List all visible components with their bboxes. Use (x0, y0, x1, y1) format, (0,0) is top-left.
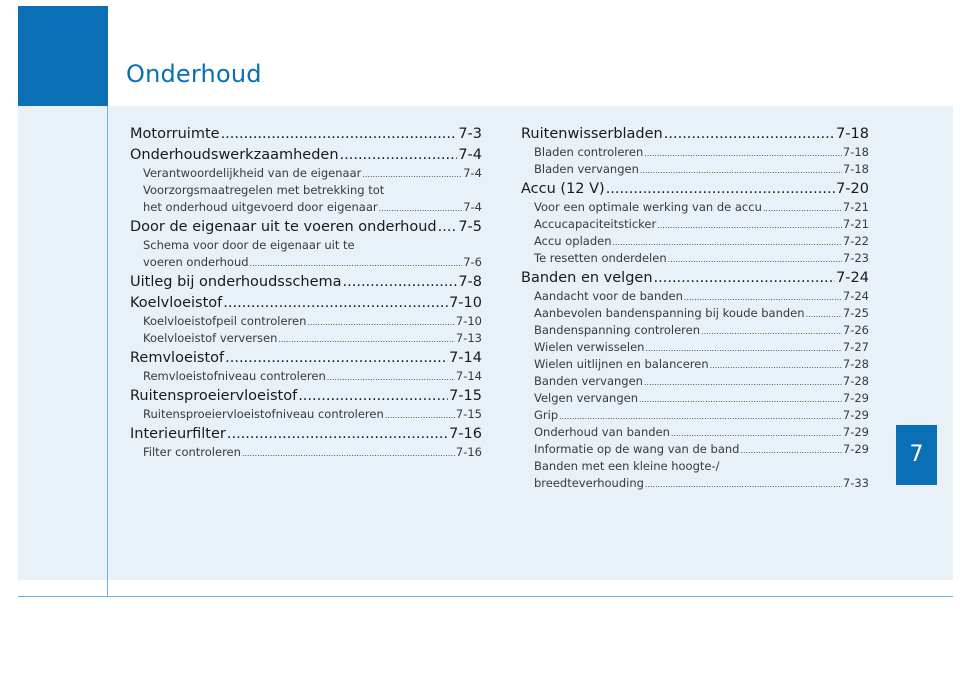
toc-subentry[interactable] (130, 406, 482, 423)
toc-subentry[interactable] (521, 356, 869, 373)
toc-entry-label: Ruitensproeiervloeistofniveau controleren (143, 407, 384, 421)
toc-entry-label: Accu (12 V) (521, 181, 605, 197)
dot-leader (438, 218, 458, 237)
dot-leader (644, 376, 842, 390)
toc-subentry[interactable] (521, 199, 869, 216)
toc-entry-label: Filter controleren (143, 445, 241, 459)
dot-leader (340, 146, 458, 165)
page-title: Onderhoud (126, 60, 262, 88)
toc-page-number: 7-26 (842, 323, 869, 337)
dot-leader (379, 202, 463, 216)
toc-subentry[interactable] (130, 165, 482, 182)
chapter-tab[interactable]: 7 (896, 425, 937, 485)
toc-entry[interactable] (130, 425, 482, 444)
toc-page-number: 7-4 (463, 200, 482, 214)
toc-page-number: 7-24 (836, 270, 869, 286)
toc-entry-label: Velgen vervangen (534, 391, 638, 405)
toc-page-number: 7-29 (842, 408, 869, 422)
toc-page-number: 7-29 (842, 442, 869, 456)
dot-leader (639, 393, 842, 407)
dot-leader (223, 294, 448, 313)
toc-entry[interactable] (130, 273, 482, 292)
toc-page-number: 7-14 (455, 369, 482, 383)
toc-entry-label: Remvloeistofniveau controleren (143, 369, 326, 383)
toc-subentry[interactable] (521, 305, 869, 322)
toc-entry-label: Bandenspanning controleren (534, 323, 701, 337)
header-color-block (18, 6, 108, 106)
toc-page-number: 7-5 (458, 219, 482, 235)
toc-subentry-line[interactable]: Voorzorgsmaatregelen met betrekking tot (143, 183, 385, 197)
toc-page-number: 7-4 (463, 166, 482, 180)
toc-page-number: 7-21 (842, 217, 869, 231)
toc-entry-label: Te resetten onderdelen (534, 251, 667, 265)
toc-subentry-line[interactable]: Schema voor door de eigenaar uit te (143, 238, 355, 252)
toc-entry-label: Accucapaciteitsticker (534, 217, 657, 231)
toc-entry-label: Banden en velgen (521, 270, 653, 286)
toc-subentry[interactable] (521, 144, 869, 161)
dot-leader (664, 125, 835, 144)
toc-subentry[interactable] (130, 199, 482, 216)
toc-page-number: 7-8 (458, 274, 482, 290)
toc-entry[interactable] (130, 218, 482, 237)
toc-entry-label: Banden vervangen (534, 374, 643, 388)
dot-leader (645, 342, 841, 356)
toc-entry-label: Interieurfilter (130, 426, 226, 442)
toc-subentry[interactable] (521, 424, 869, 441)
toc-entry-label: Bladen controleren (534, 145, 644, 159)
dot-leader (684, 291, 842, 305)
toc-page-number: 7-16 (455, 445, 482, 459)
toc-page-number: 7-18 (842, 145, 869, 159)
dot-leader (225, 349, 448, 368)
toc-subentry[interactable] (521, 233, 869, 250)
toc-entry-label: Aanbevolen bandenspanning bij koude banden (534, 306, 805, 320)
toc-entry[interactable] (130, 387, 482, 406)
dot-leader (559, 410, 842, 424)
toc-entry[interactable] (521, 180, 869, 199)
toc-entry[interactable] (130, 349, 482, 368)
toc-subentry[interactable] (521, 161, 869, 178)
toc-entry[interactable] (521, 269, 869, 288)
dot-leader (640, 164, 842, 178)
toc-subentry[interactable] (521, 339, 869, 356)
toc-page-number: 7-27 (842, 340, 869, 354)
toc-page-number: 7-10 (455, 314, 482, 328)
vertical-rule (107, 106, 108, 596)
toc-page-number: 7-23 (842, 251, 869, 265)
toc-entry-label: breedteverhouding (534, 476, 644, 490)
toc-entry-label: Door de eigenaar uit te voeren onderhoud (130, 219, 437, 235)
toc-subentry[interactable] (521, 390, 869, 407)
toc-page-number: 7-6 (463, 255, 482, 269)
dot-leader (278, 333, 454, 347)
toc-entry-label: Wielen uitlijnen en balanceren (534, 357, 709, 371)
toc-subentry[interactable] (130, 313, 482, 330)
toc-page-number: 7-20 (836, 181, 869, 197)
toc-subentry[interactable] (521, 475, 869, 492)
dot-leader (606, 180, 835, 199)
toc-entry-label: Uitleg bij onderhoudsschema (130, 274, 342, 290)
dot-leader (327, 371, 455, 385)
dot-leader (763, 202, 842, 216)
toc-page-number: 7-29 (842, 391, 869, 405)
toc-entry[interactable] (521, 125, 869, 144)
toc-subentry[interactable] (521, 407, 869, 424)
toc-subentry[interactable] (130, 368, 482, 385)
toc-entry-label: Verantwoordelijkheid van de eigenaar (143, 166, 362, 180)
toc-entry[interactable] (130, 294, 482, 313)
toc-entry-label: Bladen vervangen (534, 162, 639, 176)
toc-page-number: 7-33 (842, 476, 869, 490)
toc-entry-label: Wielen verwisselen (534, 340, 645, 354)
toc-page-number: 7-18 (842, 162, 869, 176)
toc-entry-label: het onderhoud uitgevoerd door eigenaar (143, 200, 378, 214)
toc-subentry[interactable] (521, 250, 869, 267)
toc-page-number: 7-10 (449, 295, 482, 311)
dot-leader (362, 168, 462, 182)
dot-leader (657, 219, 842, 233)
toc-entry-label: Voor een optimale werking van de accu (534, 200, 762, 214)
toc-entry[interactable] (130, 125, 482, 144)
toc-page-number: 7-29 (842, 425, 869, 439)
toc-entry-label: Aandacht voor de banden (534, 289, 683, 303)
toc-entry-label: Grip (534, 408, 559, 422)
toc-entry-label: Remvloeistof (130, 350, 225, 366)
toc-page-number: 7-16 (449, 426, 482, 442)
toc-entry-label: Koelvloeistofpeil controleren (143, 314, 307, 328)
dot-leader (671, 427, 842, 441)
toc-page-number: 7-28 (842, 374, 869, 388)
toc-subentry[interactable] (521, 322, 869, 339)
toc-page-number: 7-18 (836, 126, 869, 142)
toc-subentry[interactable] (130, 444, 482, 461)
toc-page-number: 7-13 (455, 331, 482, 345)
toc-subentry[interactable] (130, 330, 482, 347)
toc-page-number: 7-4 (458, 147, 482, 163)
toc-page-number: 7-28 (842, 357, 869, 371)
toc-entry-label: voeren onderhoud (143, 255, 249, 269)
toc-entry-label: Koelvloeistof (130, 295, 223, 311)
toc-subentry-line[interactable]: Banden met een kleine hoogte-/ (534, 459, 720, 473)
toc-page-number: 7-3 (458, 126, 482, 142)
dot-leader (227, 425, 448, 444)
toc-page-number: 7-21 (842, 200, 869, 214)
toc-entry-label: Onderhoudswerkzaamheden (130, 147, 339, 163)
dot-leader (298, 387, 448, 406)
toc-entry-label: Ruitensproeiervloeistof (130, 388, 298, 404)
toc-page-number: 7-25 (842, 306, 869, 320)
dot-leader (668, 253, 842, 267)
dot-leader (645, 478, 842, 492)
dot-leader (385, 409, 455, 423)
toc-subentry[interactable] (521, 373, 869, 390)
dot-leader (242, 447, 455, 461)
toc-column-left (130, 123, 482, 461)
toc-subentry[interactable] (521, 216, 869, 233)
toc-subentry[interactable] (521, 441, 869, 458)
toc-column-right (521, 123, 869, 492)
toc-subentry[interactable] (521, 288, 869, 305)
toc-entry-label: Accu opladen (534, 234, 612, 248)
toc-entry-label: Onderhoud van banden (534, 425, 670, 439)
dot-leader (221, 125, 458, 144)
toc-entry-label: Motorruimte (130, 126, 220, 142)
toc-subentry[interactable] (130, 254, 482, 271)
dot-leader (806, 308, 842, 322)
toc-entry-label: Koelvloeistof verversen (143, 331, 278, 345)
toc-entry-label: Informatie op de wang van de band (534, 442, 740, 456)
toc-page-number: 7-14 (449, 350, 482, 366)
toc-entry-label: Ruitenwisserbladen (521, 126, 663, 142)
toc-page-number: 7-22 (842, 234, 869, 248)
dot-leader (654, 269, 836, 288)
dot-leader (613, 236, 842, 250)
dot-leader (740, 444, 841, 458)
toc-page-number: 7-15 (455, 407, 482, 421)
dot-leader (307, 316, 455, 330)
toc-page-number: 7-24 (842, 289, 869, 303)
dot-leader (343, 273, 458, 292)
dot-leader (644, 147, 842, 161)
dot-leader (250, 257, 463, 271)
dot-leader (710, 359, 842, 373)
horizontal-rule (18, 596, 953, 597)
toc-entry[interactable] (130, 146, 482, 165)
dot-leader (701, 325, 842, 339)
toc-page-number: 7-15 (449, 388, 482, 404)
